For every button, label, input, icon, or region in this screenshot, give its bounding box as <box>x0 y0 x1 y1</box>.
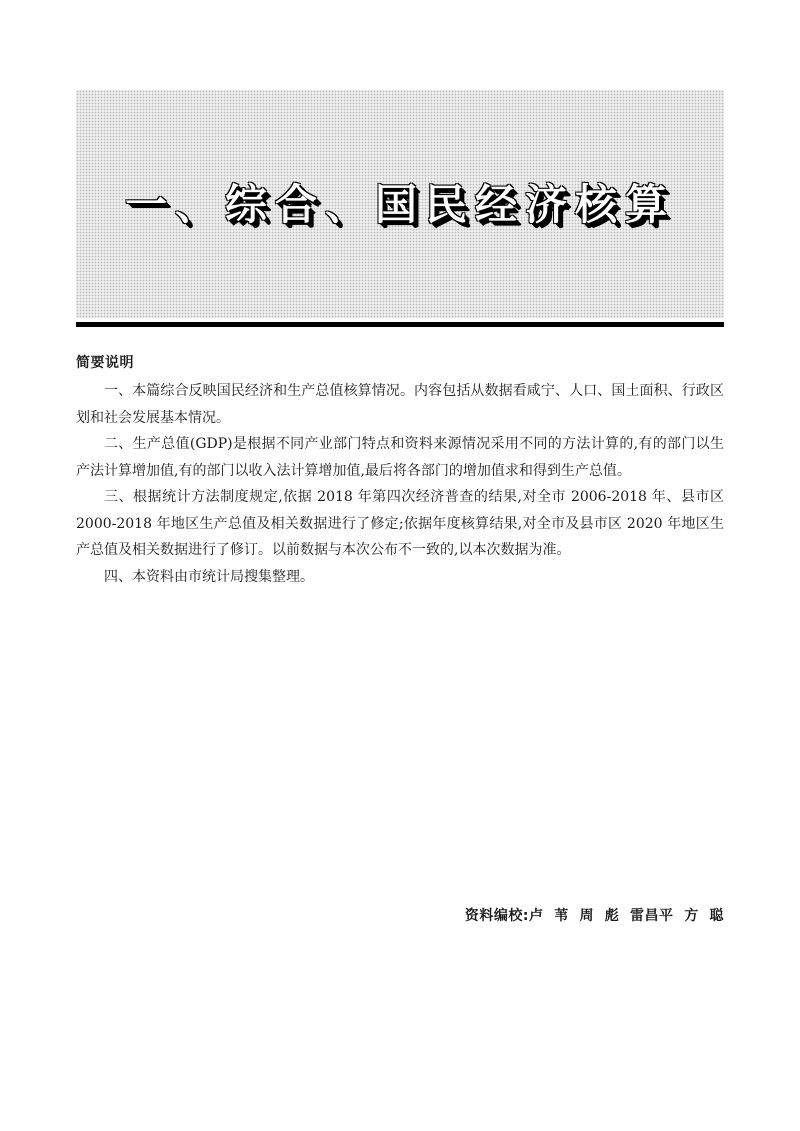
section-body <box>76 378 724 590</box>
chapter-title: 一、综合、国民经济核算 <box>124 180 675 229</box>
editors-label: 资料编校: <box>464 908 529 924</box>
paragraph-4: 四、本资料由市统计局搜集整理。 <box>104 568 314 585</box>
paragraph-3: 三、根据统计方法制度规定,依据 2018 年第四次经济普查的结果,对全市 2006-2018 年、县市区 2000-2018 年地区生产总值及相关数据进行了修定;依据年度核算结果,对全市及县市区 2020 年地区生产总值及相关数据进行了修订。以前数据与本次公布不一致的,以本次数据为准。 <box>76 489 724 558</box>
editors-credit <box>465 905 724 925</box>
section-heading: 简要说明 <box>76 355 134 371</box>
paragraph-2: 二、生产总值(GDP)是根据不同产业部门特点和资料来源情况采用不同的方法计算的,有的部门以生产法计算增加值,有的部门以收入法计算增加值,最后将各部门的增加值求和得到生产总值。 <box>76 436 724 479</box>
editors-names: 卢 苇 周 彪 雷昌平 方 聪 <box>529 908 724 924</box>
title-divider <box>76 322 724 327</box>
chapter-banner <box>76 90 724 318</box>
paragraph-1: 一、本篇综合反映国民经济和生产总值核算情况。内容包括从数据看咸宁、人口、国土面积、行政区划和社会发展基本情况。 <box>76 383 724 426</box>
